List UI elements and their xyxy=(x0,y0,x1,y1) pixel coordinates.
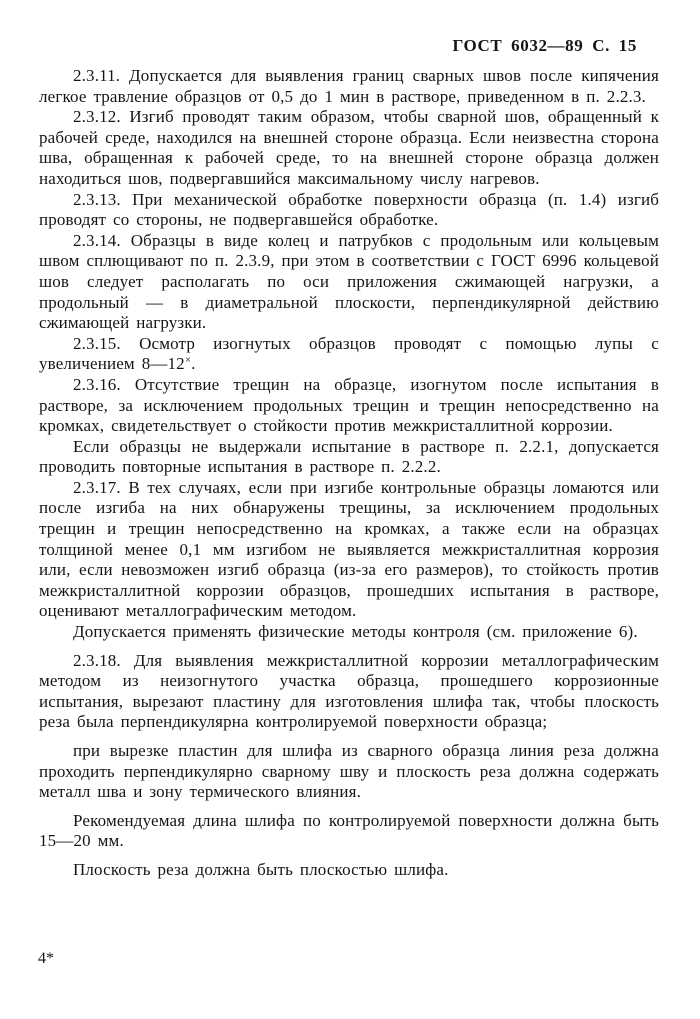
paragraph: 2.3.12. Изгиб проводят таким образом, чтобы сварной шов, обращенный к рабочей среде, находился на внешней стороне образца. Если неизвестна сторона шва, обращенная к рабочей среде, то на внешней стороне образца должен находиться шов, подвергавшийся максимальному числу нагревов. xyxy=(39,107,659,188)
paragraph: Если образцы не выдержали испытание в растворе п. 2.2.1, допускается проводить повторные испытания в растворе п. 2.2.2. xyxy=(39,436,659,477)
running-header: ГОСТ 6032—89 С. 15 xyxy=(452,36,637,55)
paragraph-text: . xyxy=(191,354,196,374)
paragraph: 2.3.14. Образцы в виде колец и патрубков с продольным или кольцевым швом сплющивают по п. 2.3.9, при этом в соответствии с ГОСТ 6996 кольцевой шов следует располагать по оси приложения сжимающей нагрузки, а продольный — в диаметральной плоскости, перпендикулярной действию сжимающей нагрузки. xyxy=(39,230,659,333)
paragraph: 2.3.16. Отсутствие трещин на образце, изогнутом после испытания в растворе, за исключением продольных трещин и трещин непосредственно на кромках, свидетельствует о стойкости против межкристаллитной коррозии. xyxy=(39,374,659,436)
paragraph: Рекомендуемая длина шлифа по контролируемой поверхности должна быть 15—20 мм. xyxy=(39,810,659,851)
page-footer-mark: 4* xyxy=(38,950,54,967)
paragraph-text: 2.3.15. Осмотр изогнутых образцов проводят с помощью лупы с увеличением 8—12 xyxy=(39,333,659,374)
paragraph: Допускается применять физические методы контроля (см. приложение 6). xyxy=(73,622,638,642)
paragraph: 2.3.13. При механической обработке поверхности образца (п. 1.4) изгиб проводят со стороны, не подвергавшейся обработке. xyxy=(39,189,659,230)
paragraph: Плоскость реза должна быть плоскостью шлифа. xyxy=(73,859,449,879)
paragraph: 2.3.17. В тех случаях, если при изгибе контрольные образцы ломаются или после изгиба на них обнаружены трещины, за исключением продольных трещин и трещин непосредственно на кромках, а также если на образцах толщиной менее 0,1 мм изгибом не выявляется межкристаллитная коррозия или, если невозможен изгиб образца (из-за его размеров), то стойкость против межкристаллитной коррозии образцов, прошедших испытания в растворе, оценивают металлографическим методом. xyxy=(39,477,659,621)
superscript-text: × xyxy=(184,354,192,367)
document-body xyxy=(39,66,659,881)
paragraph xyxy=(39,334,659,375)
paragraph: 2.3.11. Допускается для выявления границ сварных швов после кипячения легкое травление образцов от 0,5 до 1 мин в растворе, приведенном в п. 2.2.3. xyxy=(39,66,659,106)
paragraph: 2.3.18. Для выявления межкристаллитной коррозии металлографическим методом из неизогнутого участка образца, прошедшего коррозионные испытания, вырезают пластину для изготовления шлифа так, чтобы плоскость реза была перпендикулярна контролируемой поверхности образца; xyxy=(39,650,659,732)
paragraph: при вырезке пластин для шлифа из сварного образца линия реза должна проходить перпендикулярно сварному шву и плоскость реза должна содержать металл шва и зону термического влияния. xyxy=(39,741,659,802)
